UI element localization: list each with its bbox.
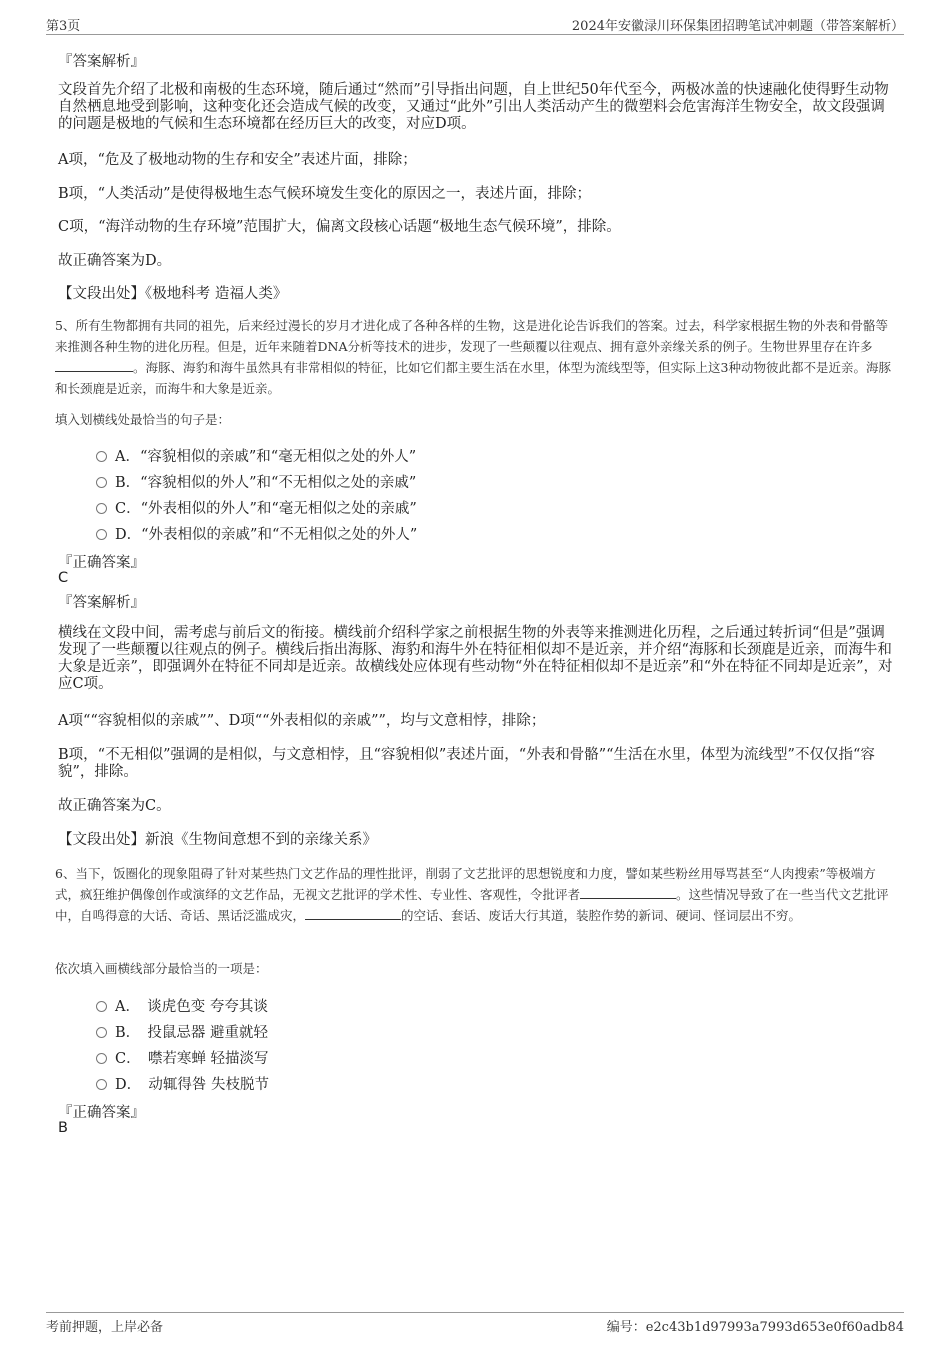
radio-icon[interactable] bbox=[96, 529, 107, 540]
question-prompt: 依次填入画横线部分最恰当的一项是： bbox=[55, 961, 268, 976]
passage-source: 【文段出处】《极地科考 造福人类》 bbox=[58, 286, 288, 302]
question-stem: 5、所有生物都拥有共同的祖先，后来经过漫长的岁月才进化成了各种各样的生物，这是进化论告诉我们的答案。过去，科学家根据生物的外表和骨骼等来推测各种生物的进化历程。但是，近年来随着DNA分析等技术的进步，发现了一些颠覆以往观点、拥有意外亲缘关系的例子。生物世界里存在许多。海豚、海豹和海牛虽然具有非常相似的特征，比如它们都主要生活在水里，体型为流线型等，但实际上这3种动物彼此都不是近亲。海豚和长颈鹿是近亲，而海牛和大象是近亲。 bbox=[55, 318, 891, 396]
analysis-conclusion: 故正确答案为C。 bbox=[58, 798, 171, 814]
analysis-conclusion: 故正确答案为D。 bbox=[58, 253, 172, 269]
correct-answer: C bbox=[58, 570, 69, 586]
option-d[interactable]: D． 动辄得咎 失枝脱节 bbox=[96, 1073, 269, 1093]
analysis-option-a: A项，“危及了极地动物的生存和安全”表述片面，排除； bbox=[58, 152, 417, 168]
analysis-option-ad: A项““容貌相似的亲戚””、D项““外表相似的亲戚””，均与文意相悖，排除； bbox=[58, 713, 546, 729]
analysis-paragraph: 文段首先介绍了北极和南极的生态环境，随后通过“然而”引导指出问题，自上世纪50年代至今，两极冰盖的快速融化使得野生动物自然栖息地受到影响，这种变化还会造成气候的改变，又通过“此外”引出人类活动产生的微塑料会危害海洋生物安全，故文段强调的问题是极地的气候和生态环境都在经历巨大的改变，对应D项。 bbox=[58, 82, 889, 132]
page-number: 第3页 bbox=[46, 19, 81, 34]
option-a[interactable]: A．“容貌相似的亲戚”和“毫无相似之处的外人” bbox=[96, 445, 416, 465]
fill-blank bbox=[305, 907, 401, 920]
analysis-paragraph: 横线在文段中间，需考虑与前后文的衔接。横线前介绍科学家之前根据生物的外表等来推测进化历程，之后通过转折词“但是”强调发现了一些颠覆以往观点的例子。横线后指出海豚、海豹和海牛外在特征相似却不是近亲，并介绍“海豚和长颈鹿是近亲，而海牛和大象是近亲”，即强调外在特征不同却是近亲。故横线处应体现有些动物“外在特征相似却不是近亲”和“外在特征不同却是近亲”，对应C项。 bbox=[58, 625, 893, 692]
analysis-option-b: B项，“人类活动”是使得极地生态气候环境发生变化的原因之一，表述片面，排除； bbox=[58, 186, 591, 202]
analysis-option-c: C项，“海洋动物的生存环境”范围扩大，偏离文段核心话题“极地生态气候环境”，排除。 bbox=[58, 219, 621, 235]
analysis-option-b: B项，“不无相似”强调的是相似，与文意相悖，且“容貌相似”表述片面，“外表和骨骼”“生活在水里，体型为流线型”不仅仅指“容貌”，排除。 bbox=[58, 747, 875, 780]
radio-icon[interactable] bbox=[96, 1027, 107, 1038]
option-d[interactable]: D．“外表相似的亲戚”和“不无相似之处的外人” bbox=[96, 523, 417, 543]
option-c[interactable]: C．“外表相似的外人”和“毫无相似之处的亲戚” bbox=[96, 497, 417, 517]
passage-source: 【文段出处】新浪《生物间意想不到的亲缘关系》 bbox=[58, 832, 377, 848]
radio-icon[interactable] bbox=[96, 503, 107, 514]
page-footer bbox=[46, 1312, 904, 1335]
fill-blank bbox=[580, 886, 676, 899]
document-id: 编号：e2c43b1d97993a7993d653e0f60adb84 bbox=[606, 1320, 904, 1335]
analysis-label: 『答案解析』 bbox=[58, 595, 145, 611]
correct-answer-label: 『正确答案』 bbox=[58, 1105, 145, 1121]
radio-icon[interactable] bbox=[96, 1079, 107, 1090]
footer-slogan: 考前押题，上岸必备 bbox=[46, 1320, 164, 1335]
radio-icon[interactable] bbox=[96, 1001, 107, 1012]
option-b[interactable]: B． 投鼠忌器 避重就轻 bbox=[96, 1021, 268, 1041]
radio-icon[interactable] bbox=[96, 1053, 107, 1064]
analysis-label: 『答案解析』 bbox=[58, 54, 145, 70]
document-title: 2024年安徽渌川环保集团招聘笔试冲刺题（带答案解析） bbox=[571, 19, 904, 34]
radio-icon[interactable] bbox=[96, 477, 107, 488]
fill-blank bbox=[55, 359, 133, 372]
option-b[interactable]: B．“容貌相似的外人”和“不无相似之处的亲戚” bbox=[96, 471, 416, 491]
option-c[interactable]: C． 噤若寒蝉 轻描淡写 bbox=[96, 1047, 268, 1067]
question-stem: 6、当下，饭圈化的现象阻碍了针对某些热门文艺作品的理性批评，削弱了文艺批评的思想锐度和力度，譬如某些粉丝用辱骂甚至“人肉搜索”等极端方式，疯狂维护偶像创作或演绎的文艺作品，无视文艺批评的学术性、专业性、客观性，令批评者 。这些情况导致了在一些当代文艺批评中，自鸣得意的大话、奇话、黑话泛滥成灾， 的空话、套话、废话大行其道，装腔作势的新词、硬词、怪词层出不穷。 bbox=[55, 866, 889, 923]
correct-answer-label: 『正确答案』 bbox=[58, 555, 145, 571]
correct-answer: B bbox=[58, 1120, 68, 1136]
option-a[interactable]: A． 谈虎色变 夸夸其谈 bbox=[96, 995, 268, 1015]
radio-icon[interactable] bbox=[96, 451, 107, 462]
question-prompt: 填入划横线处最恰当的句子是： bbox=[55, 412, 231, 427]
page-header bbox=[46, 14, 904, 35]
